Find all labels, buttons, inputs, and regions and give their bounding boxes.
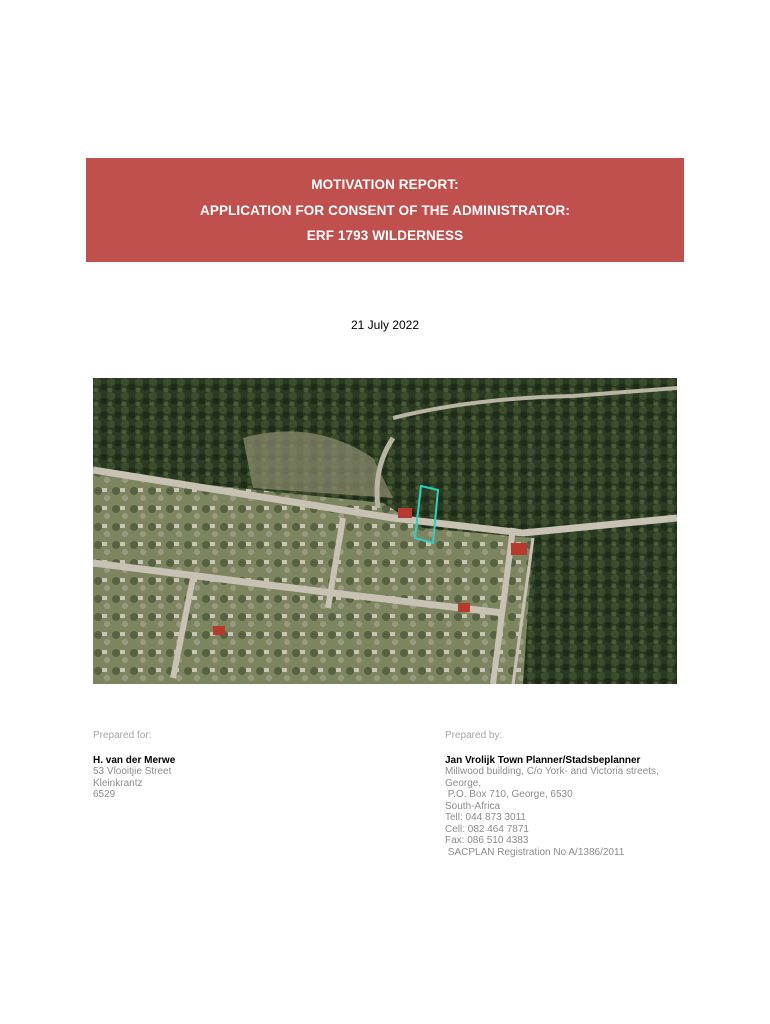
client-name: H. van der Merwe bbox=[93, 754, 176, 766]
client-address-line: Kleinkrantz bbox=[93, 777, 143, 789]
prepared-for-block bbox=[93, 730, 175, 801]
planner-detail-line: P.O. Box 710, George, 6530 bbox=[445, 789, 573, 800]
client-address-line: 6529 bbox=[93, 789, 116, 800]
planner-detail-line: Cell: 082 464 7871 bbox=[445, 823, 529, 835]
prepared-by-heading: Prepared by: bbox=[445, 730, 503, 741]
report-title-line-2: APPLICATION FOR CONSENT OF THE ADMINISTRATOR: bbox=[200, 203, 570, 218]
planner-detail-line: Fax: 086 510 4383 bbox=[445, 835, 529, 846]
client-address-line: 53 Vlooitjie Street bbox=[93, 766, 172, 777]
planner-detail-line: Millwood building, C/o York- and Victoria streets, bbox=[445, 766, 659, 777]
planner-detail-line: SACPLAN Registration No A/1386/2011 bbox=[445, 846, 625, 858]
aerial-photo bbox=[93, 378, 677, 684]
report-title-line-1: MOTIVATION REPORT: bbox=[311, 177, 459, 192]
planner-name: Jan Vrolijk Town Planner/Stadsbeplanner bbox=[445, 754, 641, 766]
planner-detail-line: South-Africa bbox=[445, 800, 501, 812]
prepared-for-heading: Prepared for: bbox=[93, 730, 152, 741]
title-banner bbox=[86, 158, 684, 262]
report-title-line-3: ERF 1793 WILDERNESS bbox=[306, 228, 464, 243]
report-date: 21 July 2022 bbox=[350, 318, 420, 332]
planner-detail-line: Tell: 044 873 3011 bbox=[445, 812, 526, 823]
planner-detail-line: George, bbox=[445, 777, 482, 789]
prepared-by-block bbox=[445, 730, 659, 858]
